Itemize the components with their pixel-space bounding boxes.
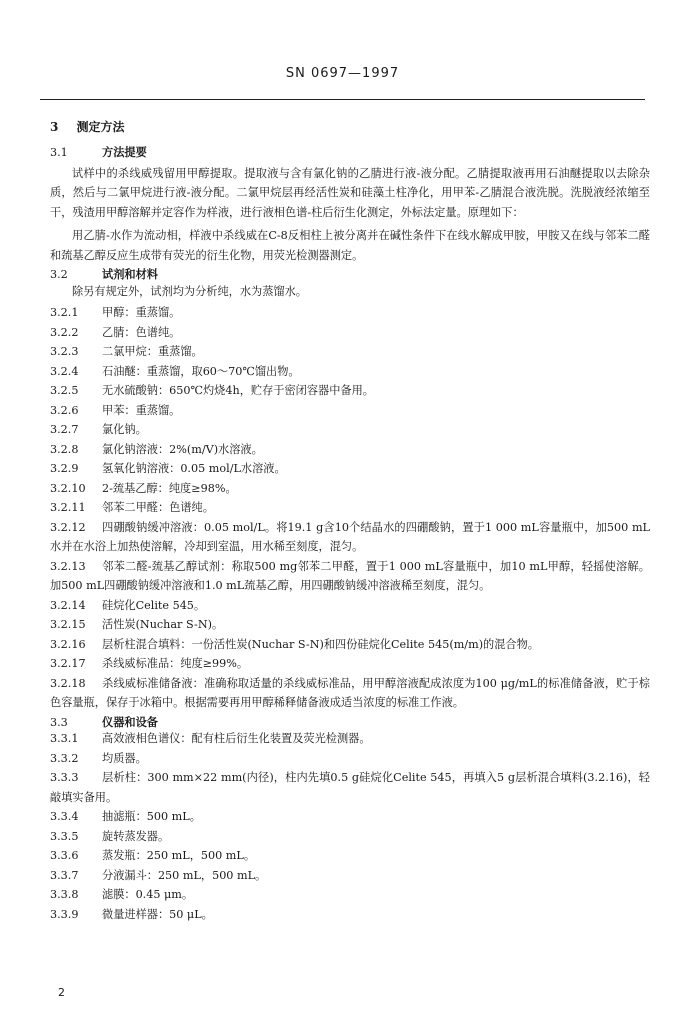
subsection-number: 3.2 (50, 268, 68, 282)
item-text: 邻苯二醛-巯基乙醇试剂：称取500 mg邻苯二甲醛，置于1 000 mL容量瓶中，加10 mL甲醇，轻摇使溶解。加500 mL四硼酸钠缓冲溶液和1.0 mL巯基乙醇，用四硼酸钠缓冲溶液稀至刻度，混匀。 (50, 559, 650, 593)
reagent-list (50, 303, 650, 713)
reagent-item (50, 459, 650, 479)
item-number: 3.3.2 (50, 751, 79, 765)
item-number: 3.2.9 (50, 462, 79, 476)
reagents-intro: 除另有规定外，试剂均为分析纯，水为蒸馏水。 (72, 284, 307, 298)
item-number: 3.3.3 (50, 771, 79, 785)
subsection-title: 仪器和设备 (102, 714, 158, 729)
item-number: 3.2.6 (50, 403, 79, 417)
item-number: 3.2.8 (50, 442, 79, 456)
reagent-item (50, 420, 650, 440)
reagent-item (50, 615, 650, 635)
item-number: 3.3.4 (50, 810, 79, 824)
section-number: 3 (50, 120, 59, 134)
item-text: 二氯甲烷：重蒸馏。 (102, 345, 203, 359)
item-text: 石油醚：重蒸馏，取60～70℃馏出物。 (102, 364, 300, 378)
item-text: 甲醇：重蒸馏。 (102, 306, 181, 320)
reagent-item (50, 498, 650, 518)
reagent-item (50, 381, 650, 401)
item-number: 3.2.14 (50, 598, 86, 612)
apparatus-item (50, 885, 650, 905)
item-number: 3.3.9 (50, 907, 79, 921)
apparatus-item (50, 749, 650, 769)
reagent-item (50, 440, 650, 460)
item-text: 邻苯二甲醛：色谱纯。 (102, 501, 214, 515)
item-text: 抽滤瓶：500 mL。 (102, 810, 201, 824)
item-number: 3.2.15 (50, 618, 86, 632)
item-number: 3.3.7 (50, 868, 79, 882)
item-text: 层析柱混合填料：一份活性炭(Nuchar S-N)和四份硅烷化Celite 545(m/m)的混合物。 (102, 637, 539, 651)
subsection-number: 3.1 (50, 146, 68, 160)
subsection-3-1-heading (50, 146, 650, 159)
item-number: 3.2.13 (50, 559, 86, 573)
item-number: 3.2.16 (50, 637, 86, 651)
item-number: 3.2.10 (50, 481, 86, 495)
item-number: 3.2.5 (50, 384, 79, 398)
apparatus-item (50, 846, 650, 866)
item-number: 3.3.6 (50, 849, 79, 863)
reagent-item (50, 342, 650, 362)
item-text: 层析柱：300 mm×22 mm(内径)，柱内先填0.5 g硅烷化Celite 545，再填入5 g层析混合填料(3.2.16)，轻敲填实备用。 (50, 771, 650, 804)
item-text: 氢氧化钠溶液：0.05 mol/L水溶液。 (102, 462, 286, 476)
item-number: 3.2.18 (50, 676, 86, 690)
apparatus-item (50, 768, 650, 807)
subsection-number: 3.3 (50, 715, 68, 729)
reagent-item (50, 479, 650, 499)
item-text: 硅烷化Celite 545。 (102, 598, 206, 612)
item-number: 3.2.7 (50, 423, 79, 437)
item-text: 乙腈：色谱纯。 (102, 325, 181, 339)
item-number: 3.2.12 (50, 520, 86, 534)
reagent-item (50, 362, 650, 382)
apparatus-item (50, 866, 650, 886)
reagent-item (50, 518, 650, 557)
item-text: 杀线威标准品：纯度≥99%。 (102, 657, 249, 671)
reagent-item (50, 323, 650, 343)
item-text: 分液漏斗：250 mL，500 mL。 (102, 868, 267, 882)
page-number: 2 (58, 986, 65, 999)
apparatus-item (50, 905, 650, 925)
item-number: 3.3.1 (50, 732, 79, 746)
reagent-item (50, 401, 650, 421)
item-text: 高效液相色谱仪：配有柱后衍生化装置及荧光检测器。 (102, 732, 371, 746)
item-text: 微量进样器：50 μL。 (102, 907, 213, 921)
item-number: 3.3.8 (50, 888, 79, 902)
header-rule (40, 99, 645, 100)
subsection-3-2-heading (50, 268, 650, 281)
subsection-title: 方法提要 (102, 145, 147, 160)
item-number: 3.2.4 (50, 364, 79, 378)
item-number: 3.2.2 (50, 325, 79, 339)
reagent-item (50, 635, 650, 655)
reagent-item (50, 303, 650, 323)
item-text: 甲苯：重蒸馏。 (102, 403, 181, 417)
item-number: 3.2.1 (50, 306, 79, 320)
item-text: 无水硫酸钠：650℃灼烧4h，贮存于密闭容器中备用。 (102, 384, 374, 398)
apparatus-item (50, 807, 650, 827)
method-summary-paragraph: 试样中的杀线威残留用甲醇提取。提取液与含有氯化钠的乙腈进行液-液分配。乙腈提取液再用石油醚提取以去除杂质，然后与二氯甲烷进行液-液分配。二氯甲烷层再经活性炭和硅藻土柱净化，用甲苯-乙腈混合液洗脱。洗脱液经浓缩至干，残渣用甲醇溶解并定容作为样液，进行液相色谱-柱后衍生化测定，外标法定量。原理如下： (50, 166, 650, 219)
principle-paragraph: 用乙腈-水作为流动相，样液中杀线威在C-8反相柱上被分离并在碱性条件下在线水解成甲胺，甲胺又在线与邻苯二醛和巯基乙醇反应生成带有荧光的衍生化物，用荧光检测器测定。 (50, 229, 650, 262)
item-text: 滤膜：0.45 μm。 (102, 888, 194, 902)
subsection-title: 试剂和材料 (102, 267, 158, 282)
section-heading (50, 120, 650, 134)
item-text: 2-巯基乙醇：纯度≥98%。 (102, 481, 237, 495)
reagent-item (50, 596, 650, 616)
item-text: 活性炭(Nuchar S-N)。 (102, 618, 224, 632)
item-number: 3.3.5 (50, 829, 79, 843)
document-header: SN 0697—1997 (285, 66, 400, 81)
item-number: 3.2.11 (50, 501, 86, 515)
apparatus-list (50, 729, 650, 924)
apparatus-item (50, 827, 650, 847)
section-title: 测定方法 (76, 120, 125, 134)
item-text: 旋转蒸发器。 (102, 829, 170, 843)
document-body (50, 120, 650, 924)
reagent-item (50, 674, 650, 713)
item-text: 蒸发瓶：250 mL，500 mL。 (102, 849, 256, 863)
subsection-3-3-heading (50, 716, 650, 729)
apparatus-item (50, 729, 650, 749)
reagent-item (50, 654, 650, 674)
item-text: 均质器。 (102, 751, 147, 765)
item-text: 四硼酸钠缓冲溶液：0.05 mol/L。将19.1 g含10个结晶水的四硼酸钠，置于1 000 mL容量瓶中，加500 mL水并在水浴上加热使溶解，冷却到室温，用水稀至刻度，混匀。 (50, 520, 650, 554)
item-text: 杀线威标准储备液：准确称取适量的杀线威标准品，用甲醇溶液配成浓度为100 μg/mL的标准储备液，贮于棕色容量瓶，保存于冰箱中。根据需要再用甲醇稀释储备液成适当浓度的标准工作液。 (50, 676, 650, 710)
reagent-item (50, 557, 650, 596)
item-text: 氯化钠。 (102, 423, 147, 437)
item-number: 3.2.17 (50, 657, 86, 671)
item-text: 氯化钠溶液：2%(m/V)水溶液。 (102, 442, 263, 456)
item-number: 3.2.3 (50, 345, 79, 359)
